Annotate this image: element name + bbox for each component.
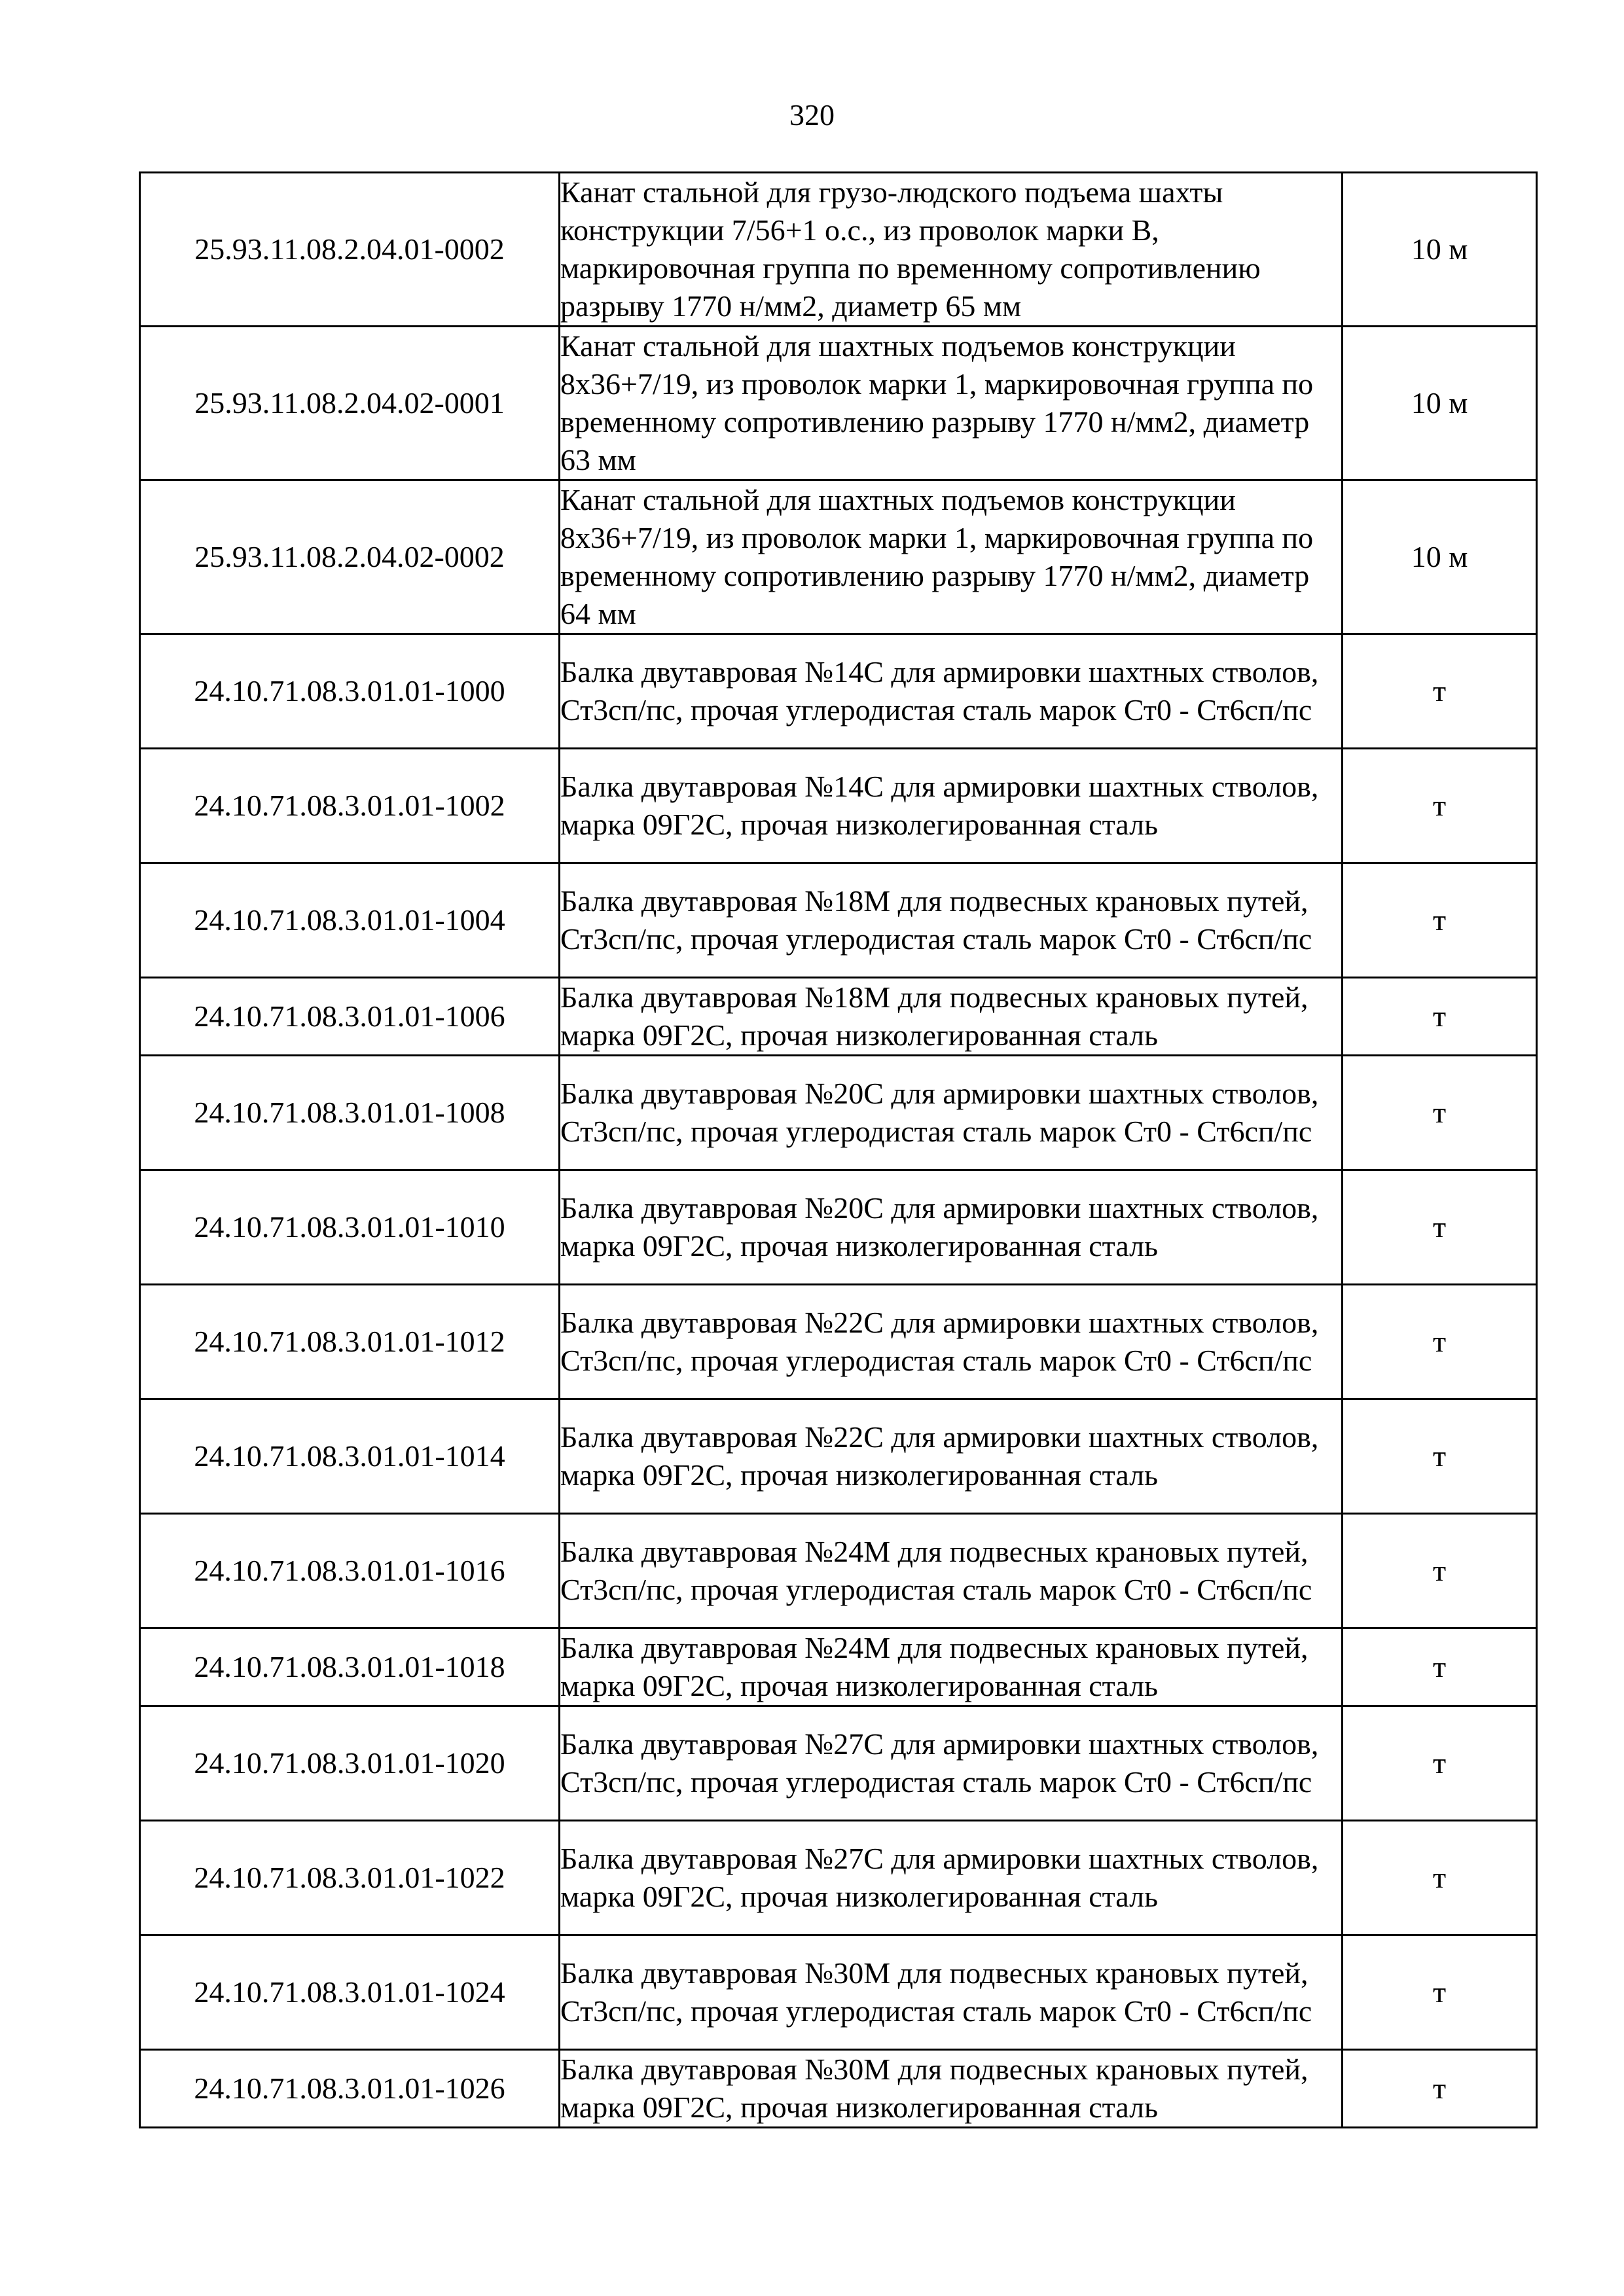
measurement-unit-cell: т (1343, 1628, 1537, 1706)
resource-code-cell: 25.93.11.08.2.04.02-0001 (140, 327, 560, 480)
resource-code-cell: 25.93.11.08.2.04.02-0002 (140, 480, 560, 634)
measurement-unit-cell: т (1343, 749, 1537, 863)
table-row (140, 634, 1537, 749)
resource-code-cell: 24.10.71.08.3.01.01-1026 (140, 2050, 560, 2128)
table-row (140, 173, 1537, 327)
measurement-unit-cell: 10 м (1343, 480, 1537, 634)
resource-code-cell: 24.10.71.08.3.01.01-1022 (140, 1821, 560, 1935)
measurement-unit-cell: т (1343, 863, 1537, 978)
table-row (140, 1056, 1537, 1170)
resource-code-cell: 24.10.71.08.3.01.01-1002 (140, 749, 560, 863)
table-row (140, 1628, 1537, 1706)
table-row (140, 1170, 1537, 1285)
measurement-unit-cell: т (1343, 978, 1537, 1056)
table-row (140, 978, 1537, 1056)
resource-description-cell: Балка двутавровая №22С для армировки шахтных стволов, Ст3сп/пс, прочая углеродистая сталь марок Ст0 - Ст6сп/пс (560, 1285, 1343, 1399)
table-row (140, 1821, 1537, 1935)
table-row (140, 1285, 1537, 1399)
resource-code-cell: 24.10.71.08.3.01.01-1012 (140, 1285, 560, 1399)
resource-table (139, 171, 1538, 2128)
resource-description-cell: Балка двутавровая №20С для армировки шахтных стволов, Ст3сп/пс, прочая углеродистая сталь марок Ст0 - Ст6сп/пс (560, 1056, 1343, 1170)
resource-table-body (140, 173, 1537, 2128)
table-row (140, 863, 1537, 978)
resource-description-cell: Балка двутавровая №27С для армировки шахтных стволов, марка 09Г2С, прочая низколегированная сталь (560, 1821, 1343, 1935)
resource-description-cell: Балка двутавровая №14С для армировки шахтных стволов, Ст3сп/пс, прочая углеродистая сталь марок Ст0 - Ст6сп/пс (560, 634, 1343, 749)
table-row (140, 1399, 1537, 1514)
resource-code-cell: 24.10.71.08.3.01.01-1024 (140, 1935, 560, 2050)
resource-code-cell: 24.10.71.08.3.01.01-1010 (140, 1170, 560, 1285)
resource-description-cell: Канат стальной для шахтных подъемов конструкции 8х36+7/19, из проволок марки 1, маркировочная группа по временному сопротивлению разрыву 1770 н/мм2, диаметр 63 мм (560, 327, 1343, 480)
resource-description-cell: Балка двутавровая №30М для подвесных крановых путей, Ст3сп/пс, прочая углеродистая сталь марок Ст0 - Ст6сп/пс (560, 1935, 1343, 2050)
measurement-unit-cell: т (1343, 2050, 1537, 2128)
table-row (140, 1514, 1537, 1628)
resource-code-cell: 24.10.71.08.3.01.01-1006 (140, 978, 560, 1056)
measurement-unit-cell: т (1343, 1935, 1537, 2050)
resource-code-cell: 24.10.71.08.3.01.01-1004 (140, 863, 560, 978)
resource-code-cell: 24.10.71.08.3.01.01-1008 (140, 1056, 560, 1170)
measurement-unit-cell: т (1343, 1706, 1537, 1821)
resource-description-cell: Балка двутавровая №30М для подвесных крановых путей, марка 09Г2С, прочая низколегированная сталь (560, 2050, 1343, 2128)
measurement-unit-cell: т (1343, 1821, 1537, 1935)
resource-code-cell: 24.10.71.08.3.01.01-1014 (140, 1399, 560, 1514)
table-row (140, 327, 1537, 480)
table-row (140, 480, 1537, 634)
resource-description-cell: Балка двутавровая №22С для армировки шахтных стволов, марка 09Г2С, прочая низколегированная сталь (560, 1399, 1343, 1514)
resource-code-cell: 24.10.71.08.3.01.01-1016 (140, 1514, 560, 1628)
resource-code-cell: 24.10.71.08.3.01.01-1018 (140, 1628, 560, 1706)
table-row (140, 1935, 1537, 2050)
table-row (140, 749, 1537, 863)
resource-description-cell: Канат стальной для шахтных подъемов конструкции 8х36+7/19, из проволок марки 1, маркировочная группа по временному сопротивлению разрыву 1770 н/мм2, диаметр 64 мм (560, 480, 1343, 634)
measurement-unit-cell: т (1343, 1399, 1537, 1514)
page-number: 320 (789, 98, 835, 132)
table-row (140, 1706, 1537, 1821)
table-row (140, 2050, 1537, 2128)
measurement-unit-cell: т (1343, 1285, 1537, 1399)
resource-description-cell: Балка двутавровая №27С для армировки шахтных стволов, Ст3сп/пс, прочая углеродистая сталь марок Ст0 - Ст6сп/пс (560, 1706, 1343, 1821)
resource-description-cell: Балка двутавровая №18М для подвесных крановых путей, марка 09Г2С, прочая низколегированная сталь (560, 978, 1343, 1056)
resource-description-cell: Балка двутавровая №24М для подвесных крановых путей, Ст3сп/пс, прочая углеродистая сталь марок Ст0 - Ст6сп/пс (560, 1514, 1343, 1628)
measurement-unit-cell: 10 м (1343, 327, 1537, 480)
measurement-unit-cell: т (1343, 1514, 1537, 1628)
resource-description-cell: Балка двутавровая №14С для армировки шахтных стволов, марка 09Г2С, прочая низколегированная сталь (560, 749, 1343, 863)
resource-description-cell: Балка двутавровая №24М для подвесных крановых путей, марка 09Г2С, прочая низколегированная сталь (560, 1628, 1343, 1706)
resource-code-cell: 24.10.71.08.3.01.01-1000 (140, 634, 560, 749)
measurement-unit-cell: 10 м (1343, 173, 1537, 327)
resource-code-cell: 24.10.71.08.3.01.01-1020 (140, 1706, 560, 1821)
resource-description-cell: Балка двутавровая №18М для подвесных крановых путей, Ст3сп/пс, прочая углеродистая сталь марок Ст0 - Ст6сп/пс (560, 863, 1343, 978)
resource-code-cell: 25.93.11.08.2.04.01-0002 (140, 173, 560, 327)
resource-description-cell: Канат стальной для грузо-людского подъема шахты конструкции 7/56+1 о.с., из проволок марки В, маркировочная группа по временному сопротивлению разрыву 1770 н/мм2, диаметр 65 мм (560, 173, 1343, 327)
measurement-unit-cell: т (1343, 1170, 1537, 1285)
measurement-unit-cell: т (1343, 1056, 1537, 1170)
measurement-unit-cell: т (1343, 634, 1537, 749)
resource-description-cell: Балка двутавровая №20С для армировки шахтных стволов, марка 09Г2С, прочая низколегированная сталь (560, 1170, 1343, 1285)
